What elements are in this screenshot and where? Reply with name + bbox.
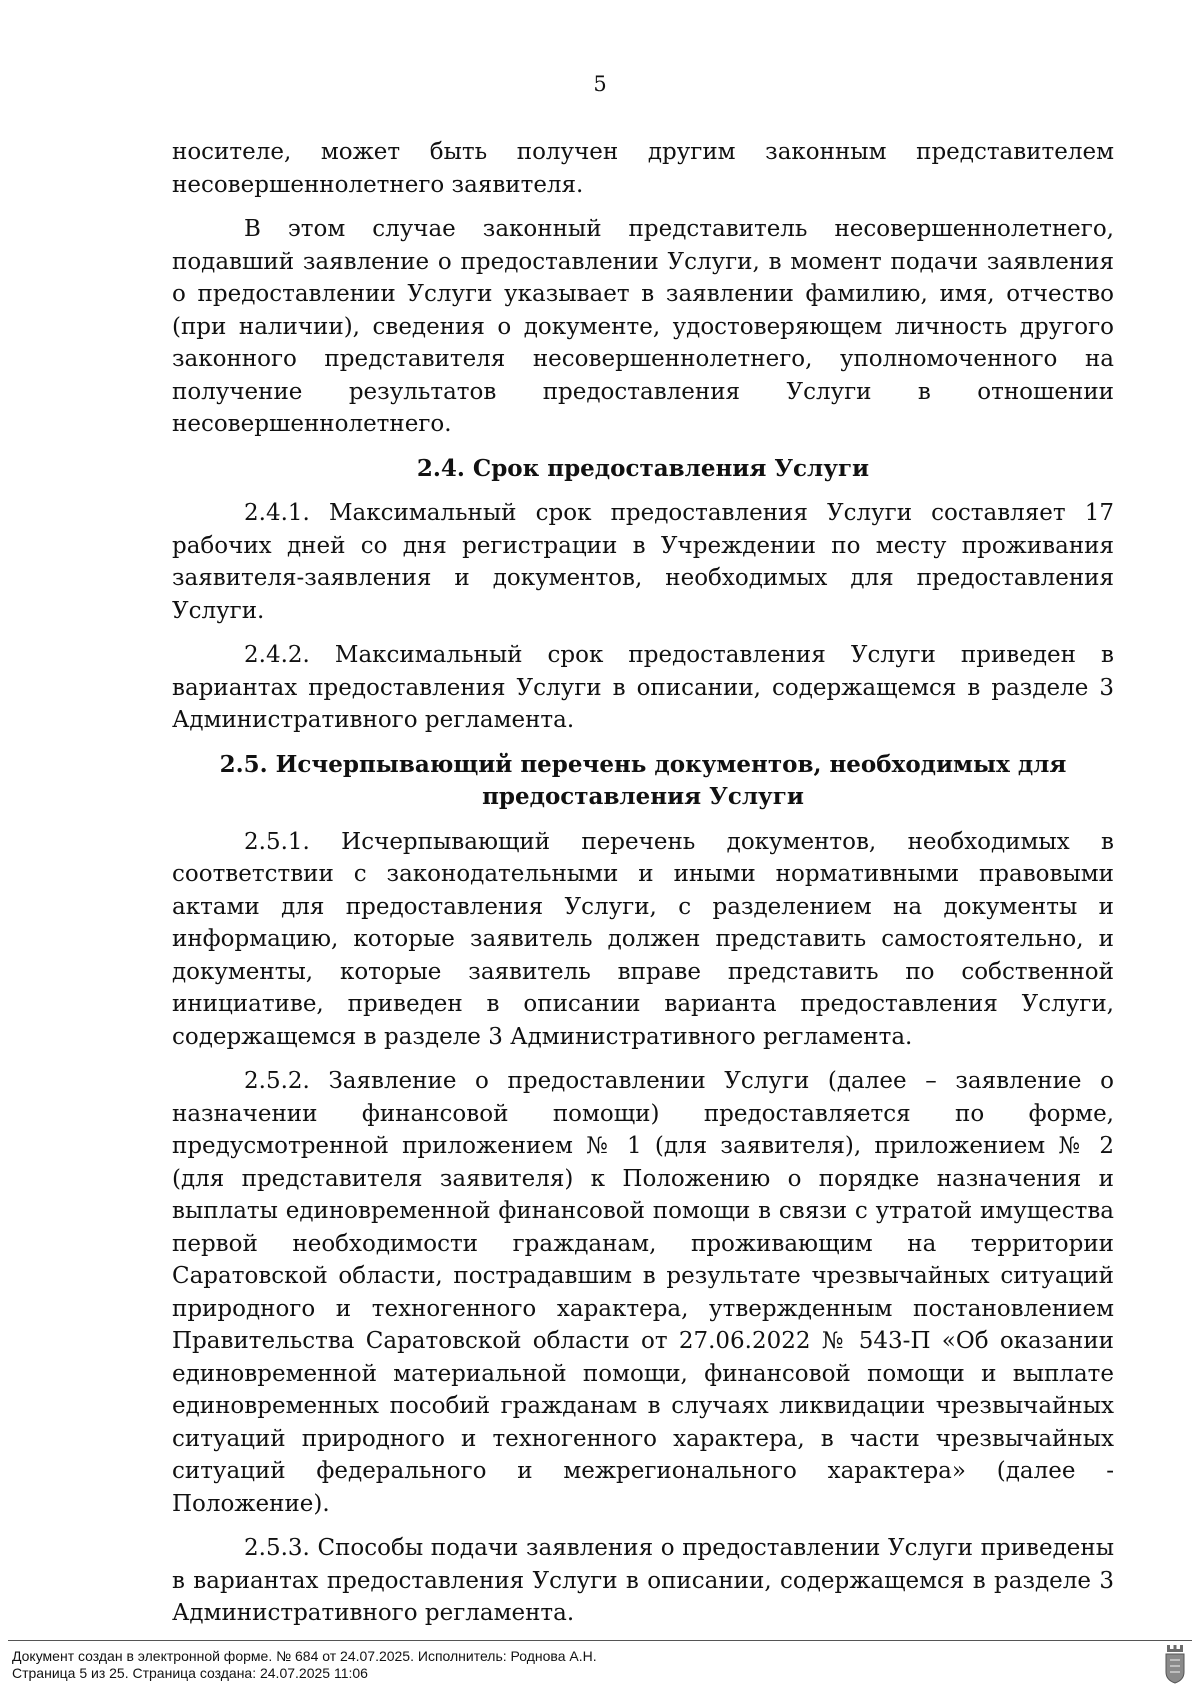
footer-divider xyxy=(8,1640,1192,1641)
paragraph-2-5-2: 2.5.2. Заявление о предоставлении Услуги (далее – заявление о назначении финансовой помощи) предоставляется по форме, предусмотренной приложением № 1 (для заявителя), приложением № 2 (для представителя заявителя) к Положению о порядке назначения и выплаты единовременной финансовой помощи в связи с утратой имущества первой необходимости гражданам, проживающим на территории Саратовской области, пострадавшим в результате чрезвычайных ситуаций природного и техногенного характера, утвержденным постановлением Правительства Саратовской области от 27.06.2022 № 543-П «Об оказании единовременной материальной помощи, финансовой помощи и выплате единовременных пособий гражданам в случаях ликвидации чрезвычайных ситуаций природного и техногенного характера, в части чрезвычайных ситуаций федерального и межрегионального характера» (далее - Положение). xyxy=(172,1068,1114,1517)
section-heading-2-4: 2.4. Срок предоставления Услуги xyxy=(416,454,870,482)
paragraph-2-5-3: 2.5.3. Способы подачи заявления о предоставлении Услуги приведены в вариантах предоставления Услуги в описании, содержащемся в разделе 3 Административного регламента. xyxy=(172,1535,1114,1626)
paragraph-2-5-1: 2.5.1. Исчерпывающий перечень документов, необходимых в соответствии с законодательными и иными нормативными правовыми актами для предоставления Услуги, с разделением на документы и информацию, которые заявитель должен представить самостоятельно, и документы, которые заявитель вправе представить по собственной инициативе, приведен в описании варианта предоставления Услуги, содержащемся в разделе 3 Административного регламента. xyxy=(172,828,1114,1050)
section-heading-2-5-line-2: предоставления Услуги xyxy=(482,783,804,810)
section-heading-2-5 xyxy=(172,749,1114,814)
document-footer xyxy=(12,1648,1112,1682)
section-heading-2-5-line-1: 2.5. Исчерпывающий перечень документов, необходимых для xyxy=(219,750,1067,778)
paragraph-continuation: носителе, может быть получен другим законным представителем несовершеннолетнего заявителя. xyxy=(172,139,1114,198)
document-body xyxy=(172,136,1114,1642)
footer-document-info: Документ создан в электронной форме. № 684 от 24.07.2025. Исполнитель: Роднова А.Н. xyxy=(12,1648,597,1664)
paragraph-2-4-2: 2.4.2. Максимальный срок предоставления Услуги приведен в вариантах предоставления Услуги в описании, содержащемся в разделе 3 Административного регламента. xyxy=(172,642,1114,733)
footer-page-info: Страница 5 из 25. Страница создана: 24.07.2025 11:06 xyxy=(12,1665,368,1681)
page-number: 5 xyxy=(593,72,607,96)
paragraph-legal-representative: В этом случае законный представитель несовершеннолетнего, подавший заявление о предоставлении Услуги, в момент подачи заявления о предоставлении Услуги указывает в заявлении фамилию, имя, отчество (при наличии), сведения о документе, удостоверяющем личность другого законного представителя несовершеннолетнего, уполномоченного на получение результатов предоставления Услуги в отношении несовершеннолетнего. xyxy=(172,216,1114,437)
coat-of-arms-icon xyxy=(1164,1644,1186,1684)
paragraph-2-4-1: 2.4.1. Максимальный срок предоставления Услуги составляет 17 рабочих дней со дня регистрации в Учреждении по месту проживания заявителя-заявления и документов, необходимых для предоставления Услуги. xyxy=(172,500,1114,624)
